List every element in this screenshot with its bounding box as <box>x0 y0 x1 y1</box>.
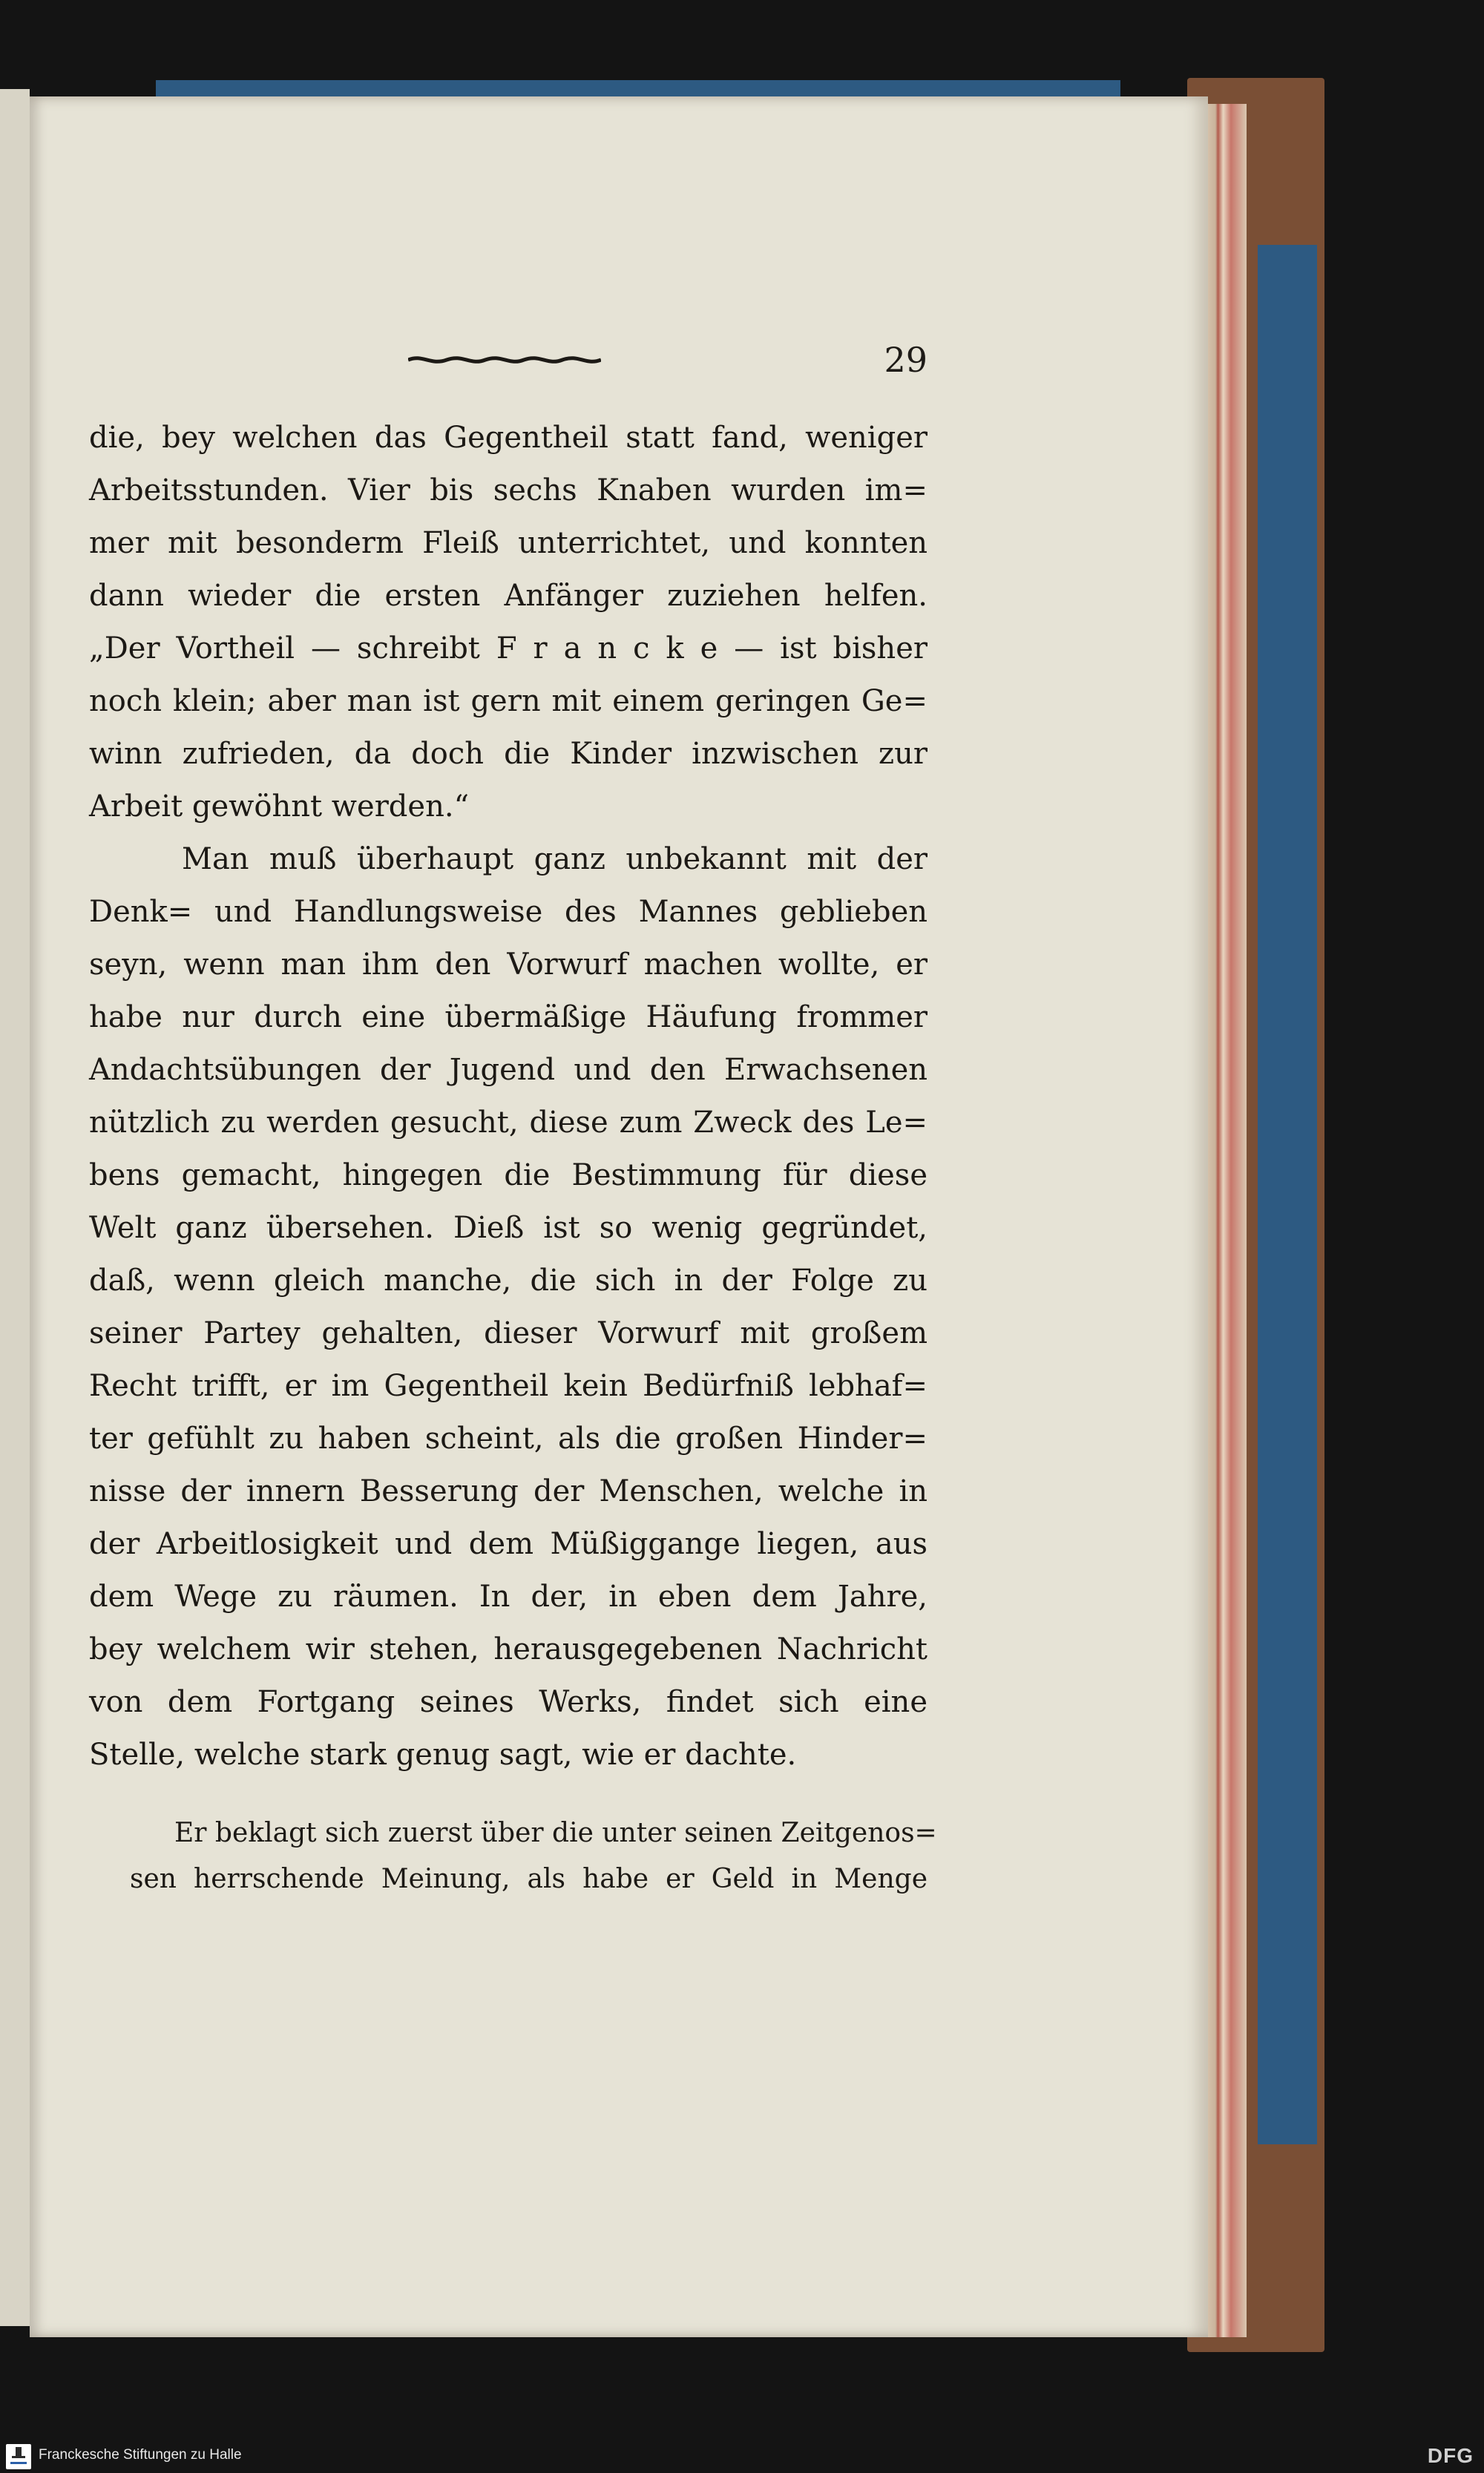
text-line: Arbeitsstunden. Vier bis sechs Knaben wurden im= <box>89 473 928 508</box>
text-line: der Arbeitlosigkeit und dem Müßiggange liegen, aus <box>89 1527 928 1561</box>
body-text <box>89 412 928 1781</box>
footer-institution-label: Franckesche Stiftungen zu Halle <box>39 2447 242 2463</box>
paragraph-start-line: Man muß überhaupt ganz unbekannt mit der <box>182 842 928 876</box>
text-line: Arbeit gewöhnt werden.“ <box>89 789 470 824</box>
text-line: dem Wege zu räumen. In der, in eben dem Jahre, <box>89 1580 928 1614</box>
text-line: die, bey welchen das Gegentheil statt fand, weniger <box>89 421 928 455</box>
page-header <box>89 338 928 382</box>
left-page-edge <box>0 89 30 2326</box>
book-cover-blue-panel <box>1258 245 1317 2144</box>
quoted-passage <box>130 1810 937 1902</box>
text-line: Welt ganz übersehen. Dieß ist so wenig gegründet, <box>89 1211 928 1245</box>
text-line: nützlich zu werden gesucht, diese zum Zweck des Le= <box>89 1106 928 1140</box>
text-line: daß, wenn gleich manche, die sich in der Folge zu <box>89 1264 928 1298</box>
text-line: habe nur durch eine übermäßige Häufung frommer <box>89 1000 928 1034</box>
viewer-footer <box>0 2441 1484 2473</box>
text-line: Recht trifft, er im Gegentheil kein Bedürfniß lebhaf= <box>89 1369 928 1403</box>
footer-dfg-logo: DFG <box>1427 2444 1474 2467</box>
text-line: Denk= und Handlungsweise des Mannes geblieben <box>89 895 928 929</box>
text-line: bens gemacht, hingegen die Bestimmung für diese <box>89 1158 928 1192</box>
text-line: mer mit besonderm Fleiß unterrichtet, und konnten <box>89 526 928 560</box>
quote-line: Er beklagt sich zuerst über die unter seinen Zeitgenos= <box>174 1818 937 1848</box>
text-line: noch klein; aber man ist gern mit einem geringen Ge= <box>89 684 928 718</box>
text-line: winn zufrieden, da doch die Kinder inzwischen zur <box>89 737 928 771</box>
text-line: seiner Partey gehalten, dieser Vorwurf mit großem <box>89 1316 928 1350</box>
quote-line: sen herrschende Meinung, als habe er Geld in Menge <box>130 1864 928 1894</box>
header-ornament <box>408 354 601 366</box>
text-line: nisse der innern Besserung der Menschen, welche in <box>89 1474 928 1508</box>
text-line: seyn, wenn man ihm den Vorwurf machen wollte, er <box>89 948 928 982</box>
text-line: Stelle, welche stark genug sagt, wie er dachte. <box>89 1738 797 1772</box>
text-line: dann wieder die ersten Anfänger zuziehen helfen. <box>89 579 928 613</box>
institution-logo-icon <box>6 2444 31 2469</box>
text-line: ter gefühlt zu haben scheint, als die großen Hinder= <box>89 1422 928 1456</box>
text-line: „Der Vortheil — schreibt F r a n c k e — ist bisher <box>89 631 928 666</box>
text-line: bey welchem wir stehen, herausgegebenen Nachricht <box>89 1632 928 1666</box>
text-line: von dem Fortgang seines Werks, findet sich eine <box>89 1685 928 1719</box>
page-number: 29 <box>884 340 928 380</box>
text-line: Andachtsübungen der Jugend und den Erwachsenen <box>89 1053 928 1087</box>
